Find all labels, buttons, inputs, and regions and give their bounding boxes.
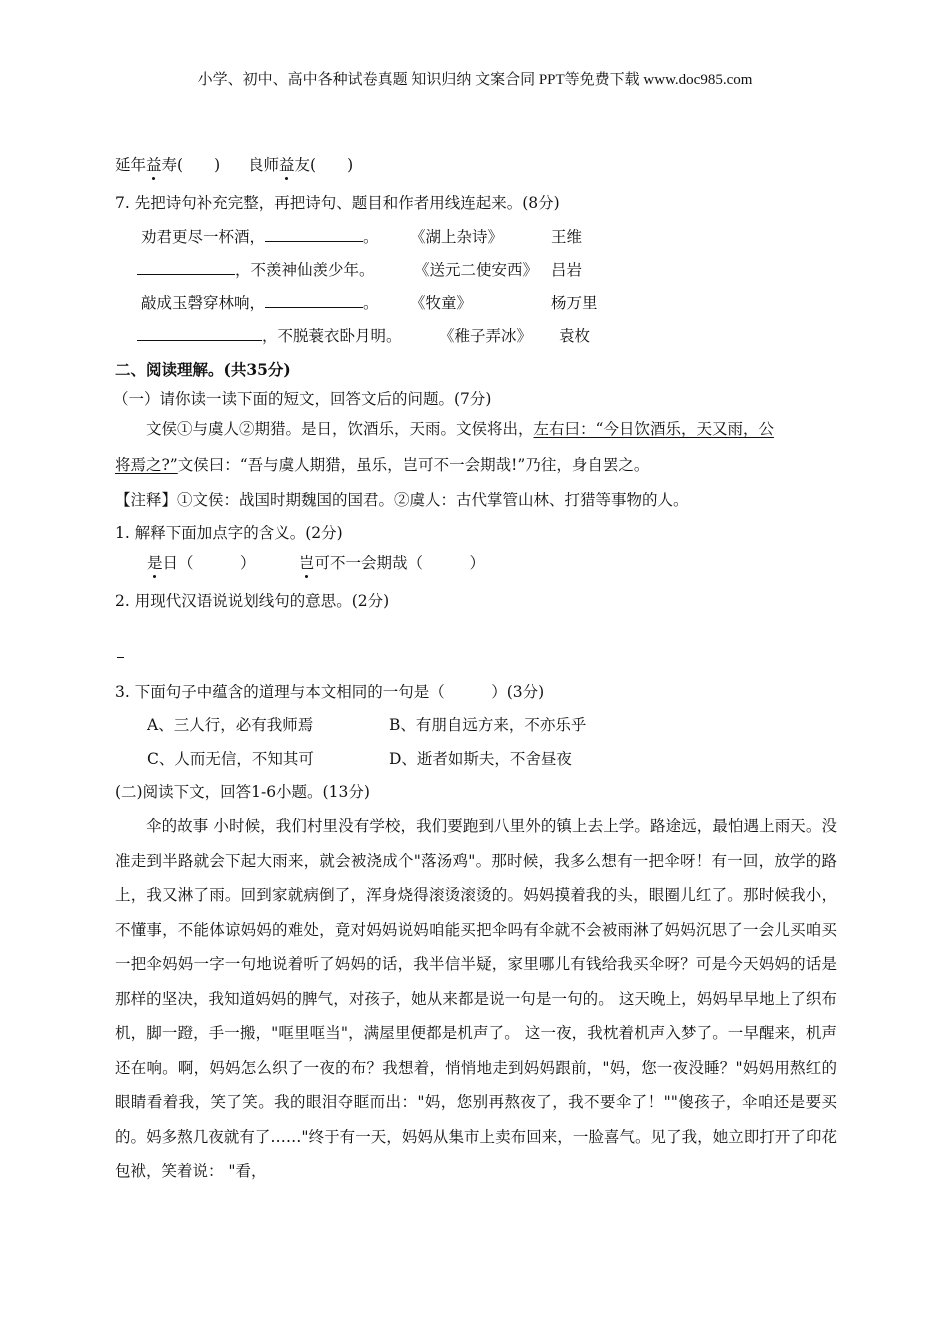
poem-line-end: 。	[363, 294, 379, 312]
option-a[interactable]: A、三人行，必有我师焉	[147, 716, 314, 734]
passage-line-1	[146, 419, 774, 439]
poem-line-start: 敲成玉磬穿林响，	[141, 294, 266, 312]
annotation-note: 【注释】①文侯：战国时期魏国的国君。②虞人：古代掌管山林、打猎等事物的人。	[115, 491, 689, 509]
poem-title: 《湖上杂诗》	[410, 228, 504, 246]
idiom-2-start: 良师	[248, 156, 280, 174]
part2-intro: (二)阅读下文，回答1-6小题。(13分)	[115, 783, 370, 801]
option-d[interactable]: D、逝者如斯夫，不舍昼夜	[389, 750, 572, 768]
question-1: 1. 解释下面加点字的含义。(2分)	[115, 524, 343, 542]
idiom-2-dotted-char: 益	[279, 156, 295, 174]
q1-item-b	[299, 553, 485, 573]
poem-title: 《牧童》	[410, 294, 473, 312]
poem-line-end: 。	[363, 228, 379, 246]
poem-row	[141, 227, 379, 247]
poem-line-start: 劝君更尽一杯酒，	[141, 228, 266, 246]
q1-item-text: 可不一会期哉（ ）	[314, 554, 486, 572]
underlined-sentence: 左右曰：“今日饮酒乐，天又雨，公	[533, 420, 774, 438]
answer-line-mark[interactable]	[117, 657, 124, 658]
option-b[interactable]: B、有朋自远方来，不亦乐乎	[389, 716, 587, 734]
site-header: 小学、初中、高中各种试卷真题 知识归纳 文案合同 PPT等免费下载 www.doc985.com	[197, 72, 753, 88]
answer-blank[interactable]	[265, 227, 363, 242]
q1-item-a	[147, 553, 256, 573]
answer-blank[interactable]	[137, 326, 262, 341]
idiom-1-dotted-char: 益	[146, 156, 162, 174]
question-3: 3. 下面句子中蕴含的道理与本文相同的一句是（ ）(3分)	[115, 683, 545, 701]
q1-item-text: 日（ ）	[162, 554, 256, 572]
poem-row	[137, 326, 402, 346]
idiom-1-end: 寿( )	[161, 156, 221, 174]
passage-line-2	[115, 455, 649, 475]
poem-author: 杨万里	[551, 294, 598, 312]
answer-blank[interactable]	[137, 260, 235, 275]
q7-stem: 7. 先把诗句补充完整，再把诗句、题目和作者用线连起来。(8分)	[115, 194, 560, 212]
passage-text: 文侯曰：“吾与虞人期猎，虽乐，岂可不一会期哉!”乃往，身自罢之。	[177, 456, 650, 474]
idiom-2-end: 友( )	[294, 156, 354, 174]
question-2: 2. 用现代汉语说说划线句的意思。(2分)	[115, 592, 390, 610]
dotted-char: 是	[147, 554, 163, 572]
poem-line-end: ，不脱蓑衣卧月明。	[262, 327, 402, 345]
idiom-line	[115, 155, 353, 175]
poem-line-end: ，不羡神仙羡少年。	[235, 261, 375, 279]
part1-intro: （一）请你读一读下面的短文，回答文后的问题。(7分)	[113, 390, 492, 408]
section-heading: 二、阅读理解。(共35分)	[115, 360, 291, 379]
poem-title: 《稚子弄冰》	[439, 327, 533, 345]
poem-author: 王维	[551, 228, 583, 246]
answer-blank[interactable]	[265, 293, 363, 308]
poem-row	[141, 293, 379, 313]
story-passage: 伞的故事 小时候，我们村里没有学校，我们要跑到八里外的镇上去上学。路途远，最怕遇上雨天。没准走到半路就会下起大雨来，就会被浇成个"落汤鸡"。那时候，我多么想有一把伞呀！有一回，放学的路上，我又淋了雨。回到家就病倒了，浑身烧得滚烫滚烫的。妈妈摸着我的头，眼圈儿红了。那时候我小，不懂事，不能体谅妈妈的难处，竟对妈妈说妈咱能买把伞吗有伞就不会被雨淋了妈妈沉思了一会儿买咱买一把伞妈妈一字一句地说着听了妈妈的话，我半信半疑，家里哪儿有钱给我买伞呀？可是今天妈妈的话是那样的坚决，我知道妈妈的脾气，对孩子，她从来都是说一句是一句的。 这天晚上，妈妈早早地上了织布机，脚一蹬，手一搬，"哐里哐当"，满屋里便都是机声了。 这一夜，我枕着机声入梦了。一早醒来，机声还在响。啊，妈妈怎么织了一夜的布？我想着，悄悄地走到妈妈跟前，"妈，您一夜没睡？"妈妈用熬红的眼睛看着我，笑了笑。我的眼泪夺眶而出："妈，您别再熬夜了，我不要伞了！""傻孩子，伞咱还是要买的。妈多熬几夜就有了……"终于有一天，妈妈从集市上卖布回来，一脸喜气。见了我，她立即打开了印花包袱，笑着说： "看，	[115, 817, 837, 1180]
poem-title: 《送元二使安西》	[414, 261, 539, 279]
poem-author: 袁枚	[559, 327, 591, 345]
option-c[interactable]: C、人而无信，不知其可	[147, 750, 314, 768]
poem-row	[137, 260, 375, 280]
idiom-1-start: 延年	[115, 156, 147, 174]
dotted-char: 岂	[299, 554, 315, 572]
passage-text: 文侯①与虞人②期猎。是日，饮酒乐，天雨。文侯将出，	[146, 420, 534, 438]
poem-author: 吕岩	[551, 261, 583, 279]
underlined-sentence-end: 将焉之?”	[115, 456, 178, 474]
